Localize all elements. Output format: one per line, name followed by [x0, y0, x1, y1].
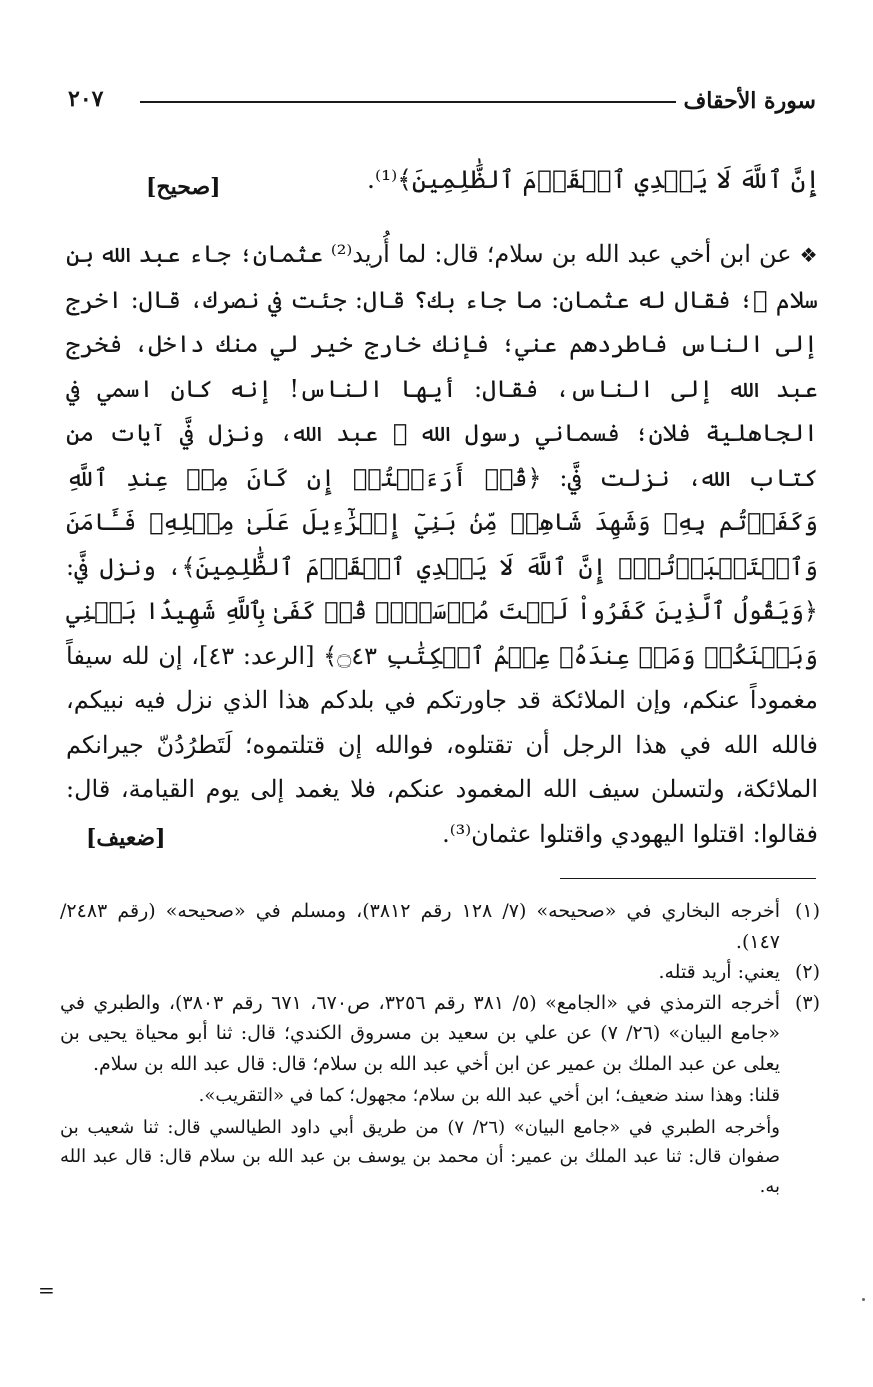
verse-continuation [60, 158, 820, 208]
footnotes [60, 896, 820, 1201]
margin-dot [862, 1298, 865, 1301]
verse-text: إِنَّ ٱللَّهَ لَا يَهۡدِي ٱلۡقَوۡمَ ٱلظَّٰلِمِينَ﴾⁽¹⁾. [367, 165, 820, 194]
footnote-text: أخرجه البخاري في «صحيحه» (٧/ ١٢٨ رقم ٣٨١٢)، ومسلم في «صحيحه» (رقم ٢٤٨٣/ ١٤٧). [60, 900, 780, 953]
footnote-text: أخرجه الترمذي في «الجامع» (٥/ ٣٨١ رقم ٣٢٥٦، ص٦٧٠، ٦٧١ رقم ٣٨٠٣)، والطبري في «جامع البيان» (٢٦/ ٧) عن علي بن سعيد بن مسروق الكندي؛ قال: ثنا أبو محياة يحيى بن يعلى عن عبد الملك بن عمير عن ابن أخي عبد الله بن سلام؛ قال: قال عبد الله بن سلام. [60, 991, 781, 1075]
grade-daif: [ضعيف] [86, 824, 166, 851]
paragraph-marker-icon: ❖ [799, 243, 819, 267]
footnote-number: (٣) [794, 991, 820, 1014]
footnote-number: (١) [794, 900, 820, 922]
footnote-separator [560, 878, 816, 879]
grade-sahih: [صحيح] [146, 174, 221, 200]
surah-title: سورة الأحقاف [683, 88, 816, 114]
footnote [60, 957, 820, 988]
page-number: ٢٠٧ [68, 86, 104, 112]
page-header [68, 84, 816, 124]
hadith-paragraph [66, 232, 818, 856]
header-rule [140, 101, 676, 103]
footnote-comment: قلنا: وهذا سند ضعيف؛ ابن أخي عبد الله بن سلام؛ مجهول؛ كما في «التقريب». [198, 1085, 780, 1106]
continuation-marker: = [38, 1278, 55, 1302]
footnote [60, 896, 820, 957]
footnote-number: (٢) [794, 961, 820, 983]
footnote [60, 988, 820, 1080]
footnote-text: يعني: أريد قتله. [658, 961, 780, 983]
hadith-text: عن ابن أخي عبد الله بن سلام؛ قال: لما أُريد⁽²⁾ عثمان؛ جاء عبد الله بن سلام ﵁؛ فقال له عثمان: ما جاء بك؟ قال: جئت في نصرك، قال: اخرج إلى الناس فاطردهم عني؛ فإنك خارج خير لي منك داخل، فخرج عبد الله إلى الناس، فقال: أيها الناس! إنه كان اسمي في الجاهلية فلان؛ فسماني رسول الله ﷺ عبد الله، ونزل فيَّ آيات من كتاب الله، نزلت فيَّ: ﴿قُلۡ أَرَءَيۡتُمۡ إِن كَانَ مِنۡ عِندِ ٱللَّهِ وَكَفَرۡتُم بِهِۦ وَشَهِدَ شَاهِدٞ مِّنۢ بَنِيٓ إِسۡرَٰٓءِيلَ عَلَىٰ مِثۡلِهِۦ فَـَٔامَنَ وَٱسۡتَكۡبَرۡتُمۡۚ إِنَّ ٱللَّهَ لَا يَهۡدِي ٱلۡقَوۡمَ ٱلظَّٰلِمِينَ﴾، ونزل فيَّ: ﴿وَيَقُولُ ٱلَّذِينَ كَفَرُواْ لَسۡتَ مُرۡسَلٗاۚ قُلۡ كَفَىٰ بِٱللَّهِ شَهِيدَۢا بَيۡنِي وَبَيۡنَكُمۡ وَمَنۡ عِندَهُۥ عِلۡمُ ٱلۡكِتَٰبِ ۝٤٣﴾ [الرعد: ٤٣]، إن لله سيفاً مغموداً عنكم، وإن الملائكة قد جاورتكم في بلدكم هذا الذي نزل فيه نبيكم، فالله الله في هذا الرجل أن تقتلوه، فوالله إن قتلتموه؛ لَتَطرُدُنّ جيرانكم الملائكة، ولتسلن سيف الله المغمود عنكم، فلا يغمد إلى يوم القيامة، قال: فقالوا: اقتلوا اليهودي واقتلوا عثمان⁽³⁾. [66, 240, 818, 848]
footnote-comment: وأخرجه الطبري في «جامع البيان» (٢٦/ ٧) من طريق أبي داود الطيالسي قال: ثنا شعيب بن صفوان قال: ثنا عبد الملك بن عمير: أن محمد بن يوسف بن عبد الله بن سلام قال: قال عبد الله به. [60, 1116, 780, 1197]
